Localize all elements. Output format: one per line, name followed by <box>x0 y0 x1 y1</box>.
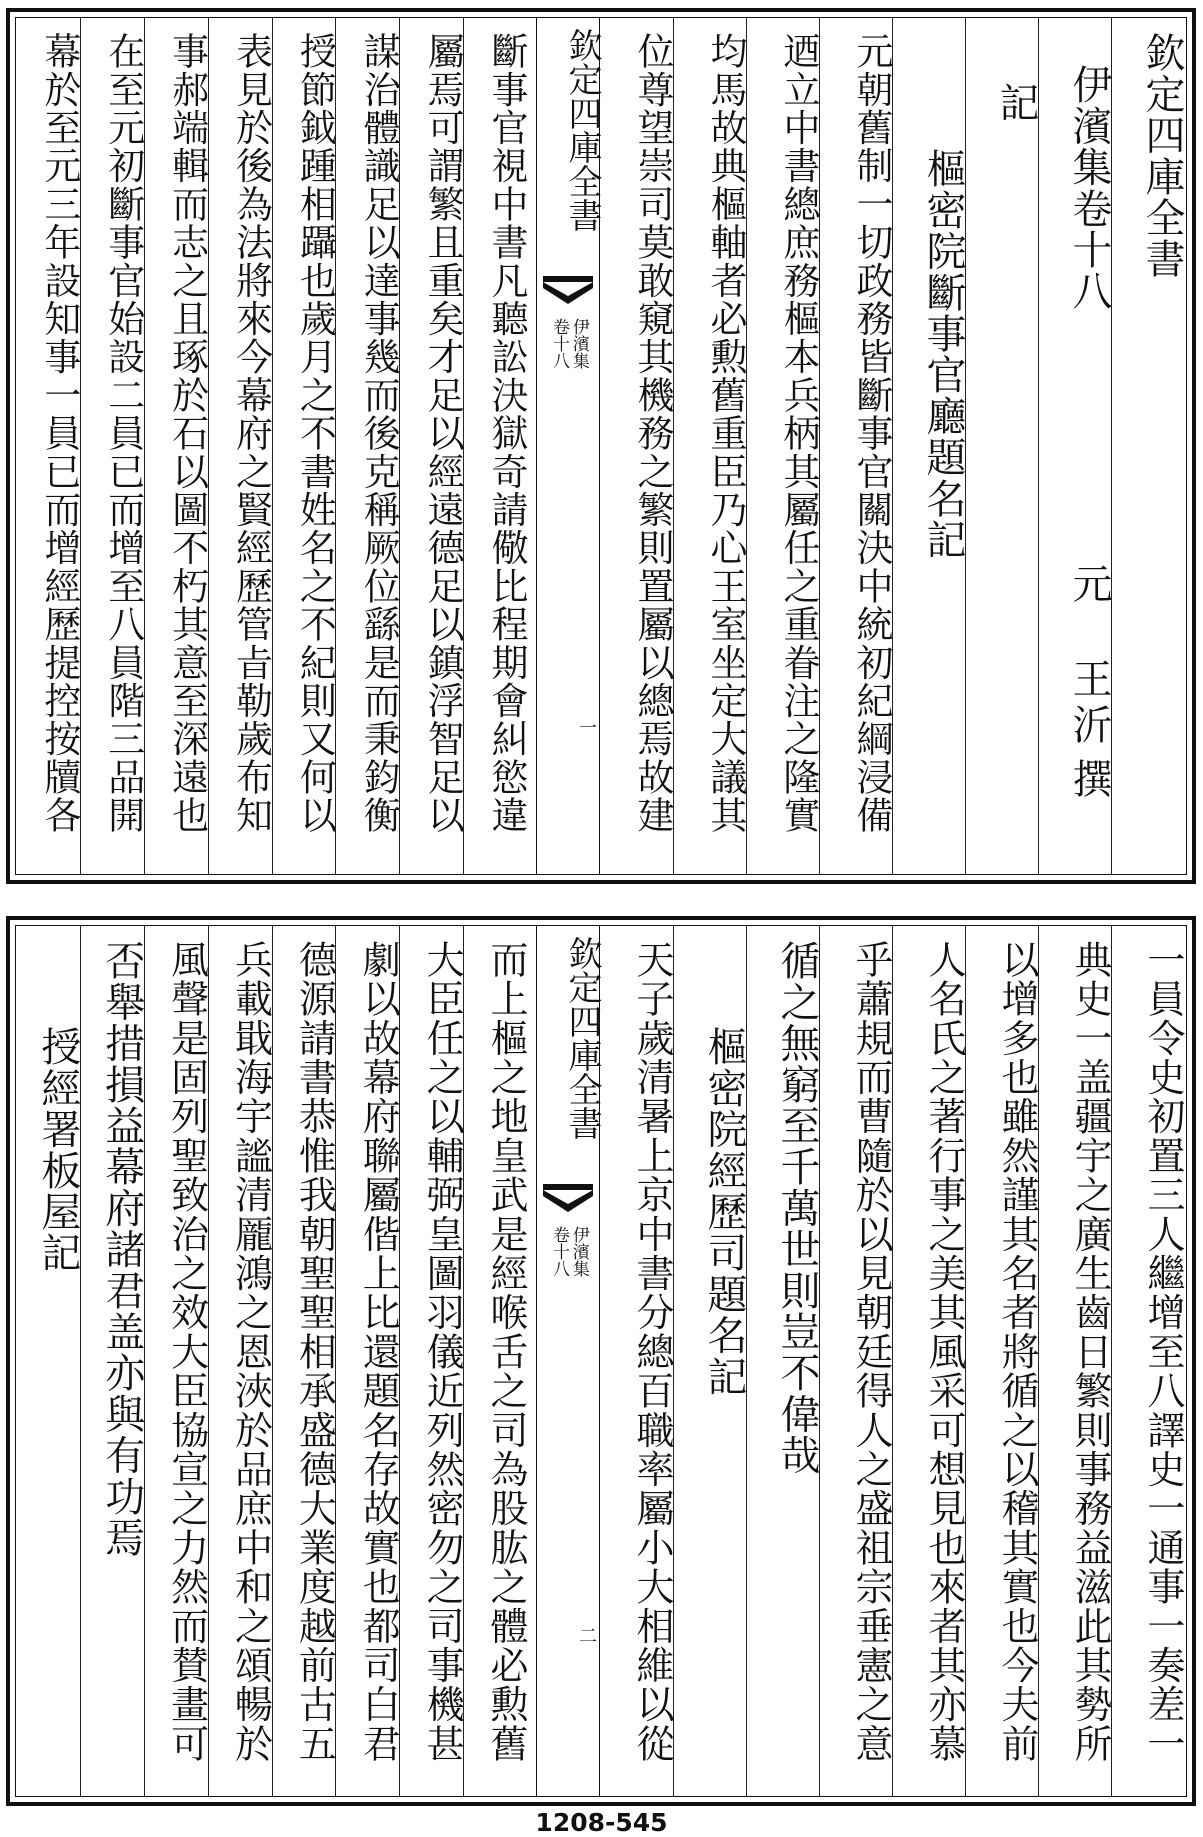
column-rule <box>399 926 400 1796</box>
column-rule <box>335 18 336 874</box>
column-rule <box>463 18 464 874</box>
text-column: 在至元初斷事官始設二員已而增至八員階三品開 <box>101 32 145 835</box>
column-rule <box>335 926 336 1796</box>
center-volume-label <box>537 318 599 369</box>
column-rule <box>144 926 145 1796</box>
text-column: 兵載戢海宇謐清龎鴻之恩浹於品庶中和之頌暢於 <box>228 940 273 1764</box>
section-label-column: 記 <box>993 82 1039 124</box>
fish-tail-mark-icon <box>543 1184 593 1218</box>
center-page-number: 二 <box>576 1626 597 1644</box>
column-rule <box>208 926 209 1796</box>
top-page-frame <box>6 8 1196 884</box>
text-column: 典史一盖疆宇之廣生齒日繁則事務益滋此其勢所 <box>1068 940 1112 1764</box>
essay-title-column: 樞密院經歷司題名記 <box>701 1026 747 1397</box>
text-column: 大臣任之以輔弼皇圖羽儀近列然密勿之司事機甚 <box>420 940 465 1764</box>
author-name: 王沂 <box>1066 658 1112 750</box>
center-fold-band <box>536 18 600 874</box>
fish-tail-mark-icon <box>543 276 593 310</box>
text-column: 斷事官視中書凡聽訟決獄奇請儆比程期會糾慾違 <box>485 32 528 835</box>
column-rule <box>80 926 81 1796</box>
text-column: 位尊望崇司莫敢窺其機務之繁則置屬以總焉故建 <box>631 32 674 835</box>
essay-title-column: 授經署板屋記 <box>34 1026 81 1274</box>
text-column: 天子歲清暑上京中書分總百職率屬小大相維以從 <box>630 940 674 1764</box>
column-rule <box>399 18 400 874</box>
center-book-title: 欽定四庫全書 <box>562 936 602 1140</box>
column-rule <box>463 926 464 1796</box>
text-column: 劇以故幕府聯屬偕上比還題名存故實也都司白君 <box>356 940 401 1764</box>
center-page-number: 一 <box>576 718 597 736</box>
center-volume-number: 卷十八 <box>549 1226 569 1277</box>
text-column: 幕於至元三年設知事一員已而增經歷提控按牘各 <box>37 32 81 835</box>
center-collection-name: 伊濱集 <box>568 318 589 369</box>
center-volume-label <box>537 1226 599 1277</box>
text-column: 事郝端輯而志之且琢於石以圖不朽其意至深遠也 <box>165 32 209 835</box>
text-column: 屬焉可謂繁且重矣才足以經遠德足以鎮浮智足以 <box>421 32 465 835</box>
column-rule <box>1038 18 1039 874</box>
author-role: 撰 <box>1066 758 1112 800</box>
column-rule <box>272 926 273 1796</box>
volume-title-column: 伊濱集卷十八 <box>1066 64 1112 312</box>
text-column: 人名氏之著行事之美其風采可想見也來者其亦慕 <box>922 940 966 1764</box>
column-rule <box>144 18 145 874</box>
bottom-page-frame <box>6 916 1196 1806</box>
page-footer-number: 1208-545 <box>535 1808 668 1837</box>
text-column: 表見於後為法將來今幕府之賢經歷管㫖勒歲布知 <box>229 32 273 835</box>
text-column: 循之無窮至千萬世則豈不偉哉 <box>774 940 820 1476</box>
center-fold-band <box>536 926 600 1796</box>
text-column: 謀治體識足以達事幾而後克稱厥位繇是而秉鈞衡 <box>357 32 401 835</box>
text-column: 否舉措損益幕府諸君盖亦與有功焉 <box>98 940 145 1558</box>
top-page-inner-border <box>15 17 1187 875</box>
text-column: 元朝舊制一切政務皆斷事官關決中統初紀綱浸備 <box>850 32 893 835</box>
text-column: 而上樞之地皇武是經喉舌之司為股肱之體必勲舊 <box>484 940 528 1764</box>
center-book-title: 欽定四庫全書 <box>562 28 602 232</box>
center-volume-number: 卷十八 <box>549 318 569 369</box>
text-column: 以增多也雖然謹其名者將循之以稽其實也今夫前 <box>995 940 1039 1764</box>
text-column: 迺立中書總庶務樞本兵柄其屬任之重眷注之隆實 <box>777 32 820 835</box>
bottom-page-inner-border <box>15 925 1187 1797</box>
text-column: 均馬故典樞軸者必勲舊重臣乃心王室坐定大議其 <box>704 32 747 835</box>
center-collection-name: 伊濱集 <box>568 1226 589 1277</box>
text-column: 一員令史初置三人繼增至八譯史一通事一奏差一 <box>1141 940 1185 1764</box>
essay-title-column: 樞密院斷事官廳題名記 <box>920 148 966 560</box>
column-rule <box>272 18 273 874</box>
column-rule <box>208 18 209 874</box>
column-rule <box>80 18 81 874</box>
text-column: 乎蕭規而曹隨於以見朝廷得人之盛祖宗垂憲之意 <box>849 940 893 1764</box>
author-dynasty: 元 <box>1066 563 1112 605</box>
text-column: 德源請書恭惟我朝聖聖相承盛德大業度越前古五 <box>292 940 337 1764</box>
text-column: 風聲是固列聖致治之效大臣協宣之力然而賛畫可 <box>164 940 209 1764</box>
book-title-column: 欽定四庫全書 <box>1139 32 1185 280</box>
text-column: 授節鉞踵相躡也歲月之不書姓名之不紀則又何以 <box>293 32 337 835</box>
